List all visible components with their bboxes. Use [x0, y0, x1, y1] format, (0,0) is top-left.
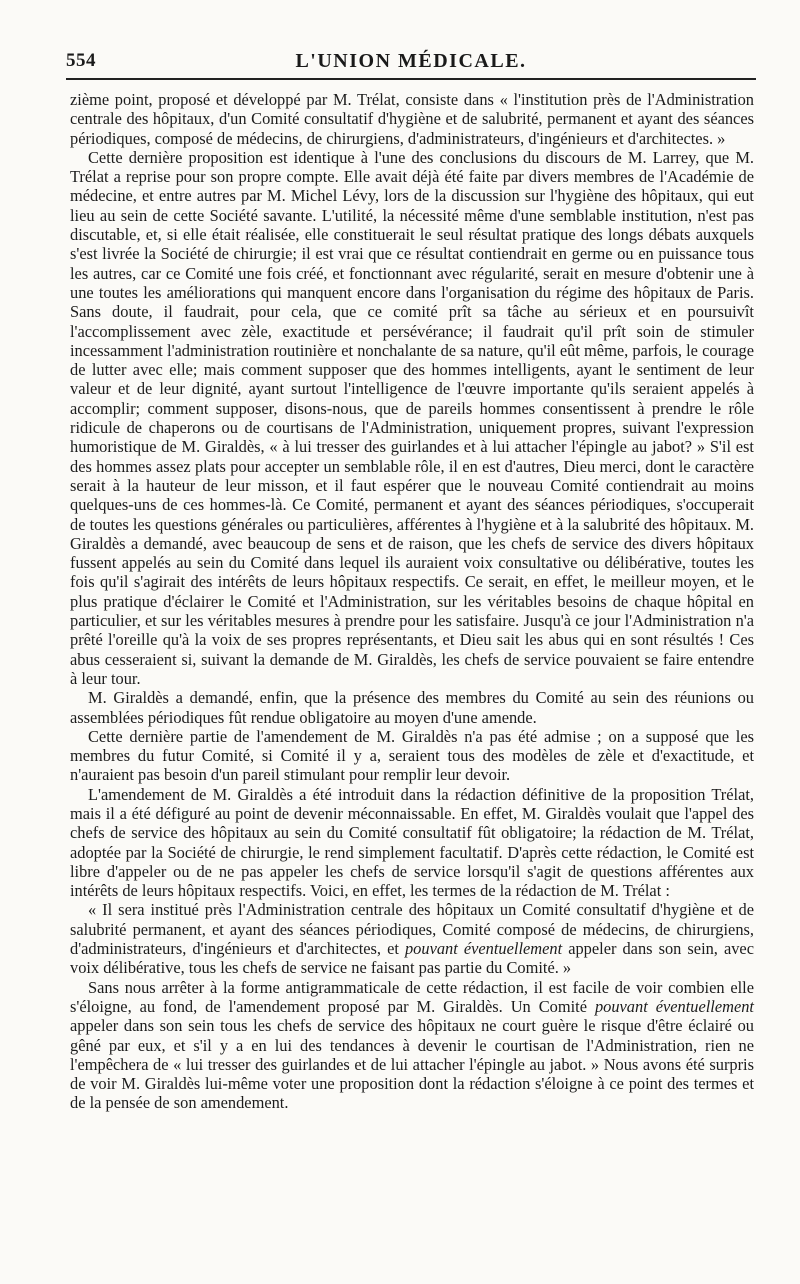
- paragraph-amendment-introduced: L'amendement de M. Giraldès a été introduit dans la rédaction définitive de la proposition Trélat, mais il a été défiguré au point de devenir méconnaissable. En effet, M. Giraldès voulait que l'appel des chefs de service des hôpitaux au sein du Comité consultatif fût obligatoire; la rédaction de M. Trélat, adoptée par la Société de chirurgie, le rend simplement facultatif. D'après cette rédaction, le Comité est libre d'appeler ou de ne pas appeler les chefs de service lorsqu'il s'agit de questions afférentes aux intérêts de leurs hôpitaux respectifs. Voici, en effet, les termes de la rédaction de M. Trélat :: [70, 784, 754, 901]
- page-number: 554: [66, 50, 96, 71]
- quoted-redaction: [70, 900, 754, 977]
- paragraph-giraldes-demand: M. Giraldès a demandé, enfin, que la présence des membres du Comité au sein des réunions ou assemblées périodiques fût rendue obligatoire au moyen d'une amende.: [70, 688, 754, 727]
- closing-text-after: appeler dans son sein tous les chefs de service des hôpitaux ne court guère le risque d'être éclairé ou gêné par eux, et s'il y a en lui des tendances à devenir le courtisan de l'Administration, rien ne l'empêchera de « lui tresser des guirlandes et de lui attacher l'épingle au jabot. » Nous avons été surpris de voir M. Giraldès lui-même voter une proposition dont la rédaction s'éloigne à ce point des termes et de la pensée de son amendement.: [70, 1016, 754, 1113]
- closing-text-before: Sans nous arrêter à la forme antigrammaticale de cette rédaction, il est facile de voir combien elle s'éloigne, au fond, de l'amendement proposé par M. Giraldès. Un Comité: [70, 977, 754, 1016]
- article-body: [70, 90, 754, 1113]
- journal-title: L'UNION MÉDICALE.: [295, 50, 527, 72]
- paragraph-proposition: Cette dernière proposition est identique à l'une des conclusions du discours de M. Larrey, que M. Trélat a reprise pour son propre compte. Elle avait déjà été faite par divers membres de l'Académie de médecine, et entre autres par M. Michel Lévy, lors de la discussion sur l'hygiène des hôpitaux, qui eut lieu au sein de cette Société savante. L'utilité, la nécessité même d'une semblable institution, n'est pas discutable, et, si elle était réalisée, elle constituerait le seul résultat pratique des longs débats auxquels s'est livrée la Société de chirurgie; il est vrai que ce résultat contiendrait en germe ou en puissance tous les autres, car ce Comité une fois créé, et fonctionnant avec régularité, serait en mesure d'obtenir une à une toutes les améliorations qui manquent encore dans l'organisation du régime des hôpitaux de Paris. Sans doute, il faudrait, pour cela, que ce comité prît sa tâche au sérieux et en poursuivît l'accomplissement avec zèle, exactitude et persévérance; il faudrait qu'il prît soin de stimuler incessamment l'administration routinière et nonchalante de sa nature, qu'il eût même, parfois, le courage de lutter avec elle; mais comment supposer que des hommes intelligents, ayant le sentiment de leur valeur et de leur dignité, ayant surtout l'intelligence de l'œuvre importante qu'ils seraient appelés à accomplir; comment supposer, disons-nous, que de pareils hommes consentissent à prendre le rôle ridicule de chaperons ou de courtisans de l'Administration, uniquement propres, suivant l'expression humoristique de M. Giraldès, « à lui tresser des guirlandes et à lui attacher l'épingle au jabot? » S'il est des hommes assez plats pour accepter un semblable rôle, il en est d'autres, Dieu merci, dont le caractère serait à la hauteur de leur misson, et il faut espérer que le nouveau Comité contiendrait au moins quelques-uns de ces hommes-là. Ce Comité, permanent et ayant des séances périodiques, s'occuperait de toutes les questions générales ou particulières, afférentes à l'hygiène et à la salubrité des hôpitaux. M. Giraldès a demandé, avec beaucoup de sens et de raison, que les chefs de service des divers hôpitaux fussent appelés au sein du Comité dans lequel ils auraient voix consultative ou délibérative, toutes les fois qu'il s'agirait des intérêts de leurs hôpitaux respectifs. Ce serait, en effet, le meilleur moyen, et le plus pratique d'éclairer le Comité et l'Administration, sur les véritables besoins de chaque hôpital en particulier, et sur les véritables mesures à prendre pour les satisfaire. Jusqu'à ce jour l'Administration n'a prêté l'oreille qu'à la voix de ses propres représentants, et Dieu sait les abus qui en sont résultés ! Ces abus cesseraient si, suivant la demande de M. Giraldès, les chefs de service pouvaient se faire entendre à leur tour.: [70, 147, 755, 688]
- quote-text-after: appeler dans son sein, avec voix délibérative, tous les chefs de service ne faisant pas partie du Comité. »: [70, 939, 754, 978]
- quote-text-before: « Il sera institué près l'Administration centrale des hôpitaux un Comité consultatif d'hygiène et de salubrité permanent, et ayant des séances périodiques, Comité composé de médecins, de chirurgiens, d'administrateurs, d'ingénieurs et d'architectes, et: [70, 900, 754, 959]
- paragraph-continuation: zième point, proposé et développé par M. Trélat, consiste dans « l'institution près de l'Administration centrale des hôpitaux, d'un Comité consultatif d'hygiène et de salubrité, permanent et ayant des séances périodiques, composé de médecins, de chirurgiens, d'administrateurs, d'ingénieurs et d'architectes. »: [70, 90, 754, 148]
- quote-italic: pouvant éventuellement: [404, 939, 563, 959]
- paragraph-closing: [70, 978, 754, 1113]
- paragraph-amendment-part: Cette dernière partie de l'amendement de M. Giraldès n'a pas été admise ; on a supposé que les membres du futur Comité, si Comité il y a, seraient tous des modèles de zèle et d'exactitude, et n'auraient pas besoin d'un pareil stimulant pour remplir leur devoir.: [70, 726, 754, 785]
- page-header: [66, 50, 756, 76]
- header-rule: [66, 78, 756, 80]
- closing-italic: pouvant éventuellement: [594, 996, 754, 1016]
